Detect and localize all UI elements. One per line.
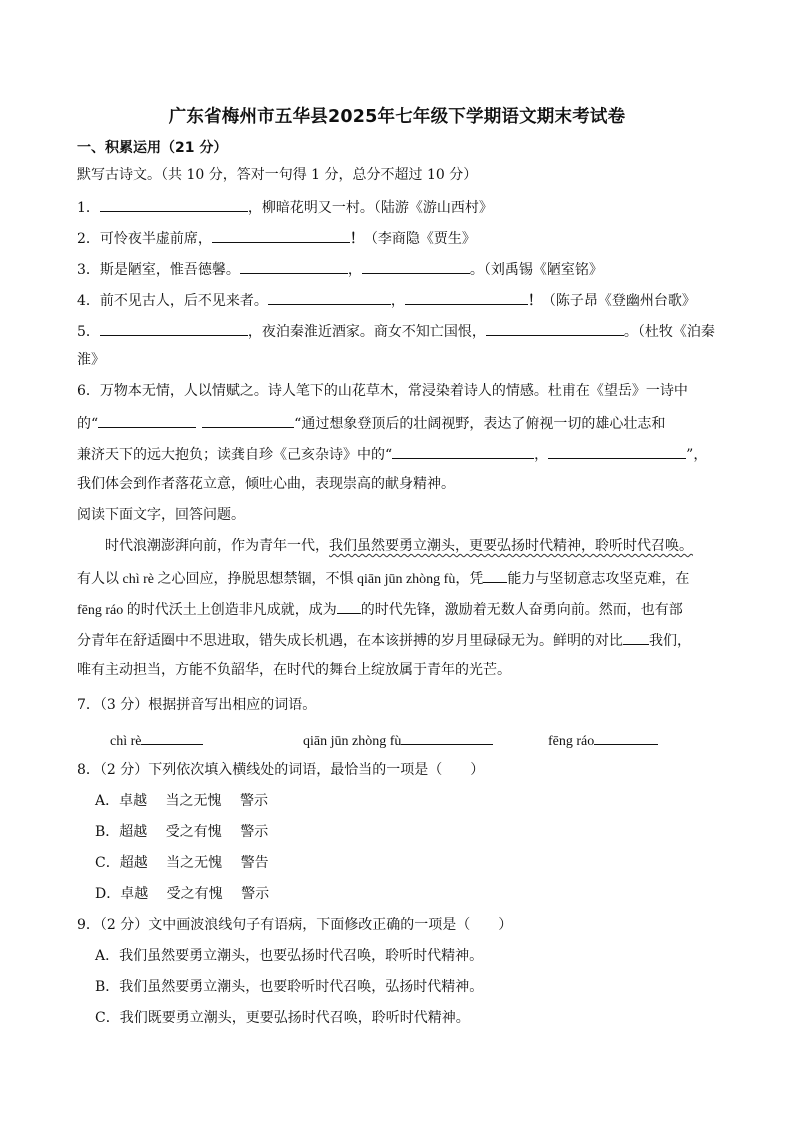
q5-mid: ，夜泊秦淮近酒家。商女不知亡国恨， [247, 324, 486, 340]
question-3 [77, 258, 603, 280]
passage-p1a: 时代浪潮澎湃向前，作为青年一代， [105, 538, 329, 554]
passage-p3b: 的时代先锋，激励着无数人奋勇向前。然而，也有部 [360, 602, 683, 618]
passage-p4b: 我们， [649, 633, 691, 649]
q4-mid: ， [390, 293, 405, 309]
q8-option-b[interactable]: B．超越 受之有愧 警示 [95, 824, 269, 840]
q8-option-d[interactable]: D．卓越 受之有愧 警示 [95, 886, 270, 902]
q5-blank-2[interactable] [486, 320, 624, 336]
q3-blank-2[interactable] [362, 258, 470, 274]
question-6-line-2 [77, 412, 665, 434]
q6-l3c: ”， [686, 447, 708, 463]
q6-blank-3[interactable] [392, 443, 534, 459]
question-7-stem: 7．（3 分）根据拼音写出相应的词语。 [77, 697, 317, 713]
q9-option-c[interactable]: C．我们既要勇立潮头，更要弘扬时代召唤，聆听时代精神。 [95, 1010, 470, 1026]
question-5-cont: 淮》 [77, 352, 105, 368]
q7-blank-1[interactable] [141, 729, 203, 745]
q6-blank-4[interactable] [548, 443, 686, 459]
q7-pinyin-3: fēng ráo [548, 734, 595, 749]
question-8-stem: 8．（2 分）下列依次填入横线处的词语，最恰当的一项是（ ） [77, 762, 485, 778]
passage-p3a: fēng ráo 的时代沃土上创造非凡成就，成为 [77, 603, 337, 618]
q2-exclaim: ！ [349, 231, 364, 247]
passage-line-1 [105, 536, 693, 556]
q5-post: 。（杜牧《泊秦 [623, 324, 715, 340]
q4-blank-2[interactable] [405, 289, 528, 305]
passage-p4a: 分青年在舒适圈中不思进取，错失成长机遇，在本该拼搏的岁月里碌碌无为。鲜明的对比 [77, 633, 623, 649]
q3-pre: 3．斯是陋室，惟吾德馨。 [77, 262, 240, 278]
passage-blank-3[interactable] [623, 629, 649, 645]
passage-p2b: 能力与坚韧意志攻坚克难，在 [507, 571, 690, 587]
q6-l3b: ， [534, 447, 549, 463]
q7-item-2 [303, 729, 493, 752]
q8-option-a[interactable]: A．卓越 当之无愧 警示 [95, 793, 269, 809]
question-6-line-1: 6．万物本无情，人以情赋之。诗人笔下的山花草木，常浸染着诗人的情感。杜甫在《望岳》一诗中 [77, 383, 688, 399]
q7-pinyin-2: qiān jūn zhòng fù [303, 734, 402, 749]
q4-post: （陈子昂《登幽州台歌》 [541, 293, 696, 309]
q2-post: （李商隐《贾生》 [363, 231, 476, 247]
passage-p2a: 有人以 chì rè 之心回应，挣脱思想禁锢，不惧 qiān jūn zhòng fù，凭 [77, 572, 484, 587]
q7-blank-3[interactable] [594, 729, 658, 745]
q1-text: ，柳暗花明又一村。（陆游《游山西村》 [247, 200, 493, 216]
section-heading: 一、积累运用（21 分） [77, 140, 228, 156]
q6-l2b: “通过想象登顶后的壮阔视野，表达了俯视一切的雄心壮志和 [294, 416, 666, 432]
question-4 [77, 289, 696, 311]
q6-l3a: 兼济天下的远大抱负；读龚自珍《己亥杂诗》中的“ [77, 447, 393, 463]
q7-item-1 [110, 729, 203, 752]
q7-item-3 [548, 729, 658, 752]
wavy-sentence: 我们虽然要勇立潮头，更要弘扬时代精神，聆听时代召唤。 [329, 538, 693, 554]
question-2 [77, 227, 476, 249]
question-5 [77, 320, 715, 342]
passage-blank-1[interactable] [483, 567, 507, 583]
q8-option-c[interactable]: C．超越 当之无愧 警告 [95, 855, 269, 871]
q3-mid: ， [347, 262, 362, 278]
passage-line-2 [77, 567, 689, 590]
question-1 [77, 196, 493, 218]
passage-line-3 [77, 598, 683, 621]
q4-exclaim: ！ [527, 293, 542, 309]
question-9-stem: 9．（2 分）文中画波浪线句子有语病，下面修改正确的一项是（ ） [77, 917, 513, 933]
q4-pre: 4．前不见古人，后不见来者。 [77, 293, 268, 309]
q7-pinyin-1: chì rè [110, 734, 142, 749]
q1-number: 1． [77, 200, 100, 216]
q6-blank-1[interactable] [98, 412, 196, 428]
q5-blank-1[interactable] [100, 320, 248, 336]
passage-blank-2[interactable] [337, 598, 361, 614]
q3-post: 。（刘禹锡《陋室铭》 [469, 262, 603, 278]
reading-intro: 阅读下面文字，回答问题。 [77, 507, 245, 523]
q6-blank-2[interactable] [202, 412, 294, 428]
passage-line-4 [77, 629, 691, 651]
q9-option-b[interactable]: B．我们虽然要勇立潮头，也要聆听时代召唤，弘扬时代精神。 [95, 979, 484, 995]
question-6-line-4: 我们体会到作者落花立意，倾吐心曲，表现崇高的献身精神。 [77, 476, 455, 492]
question-6-line-3 [77, 443, 707, 465]
page-title: 广东省梅州市五华县2025年七年级下学期语文期末考试卷 [168, 107, 626, 127]
q2-blank[interactable] [212, 227, 350, 243]
q6-l2a: 的“ [77, 416, 99, 432]
q2-pre: 2．可怜夜半虚前席， [77, 231, 212, 247]
q9-option-a[interactable]: A．我们虽然要勇立潮头，也要弘扬时代召唤，聆听时代精神。 [95, 948, 484, 964]
section-intro: 默写古诗文。（共 10 分，答对一句得 1 分，总分不超过 10 分） [77, 167, 478, 183]
q3-blank-1[interactable] [240, 258, 348, 274]
q5-number: 5． [77, 324, 100, 340]
q4-blank-1[interactable] [268, 289, 391, 305]
passage-line-5: 唯有主动担当，方能不负韶华，在时代的舞台上绽放属于青年的光芒。 [77, 662, 511, 678]
q7-blank-2[interactable] [401, 729, 493, 745]
q1-blank[interactable] [100, 196, 248, 212]
